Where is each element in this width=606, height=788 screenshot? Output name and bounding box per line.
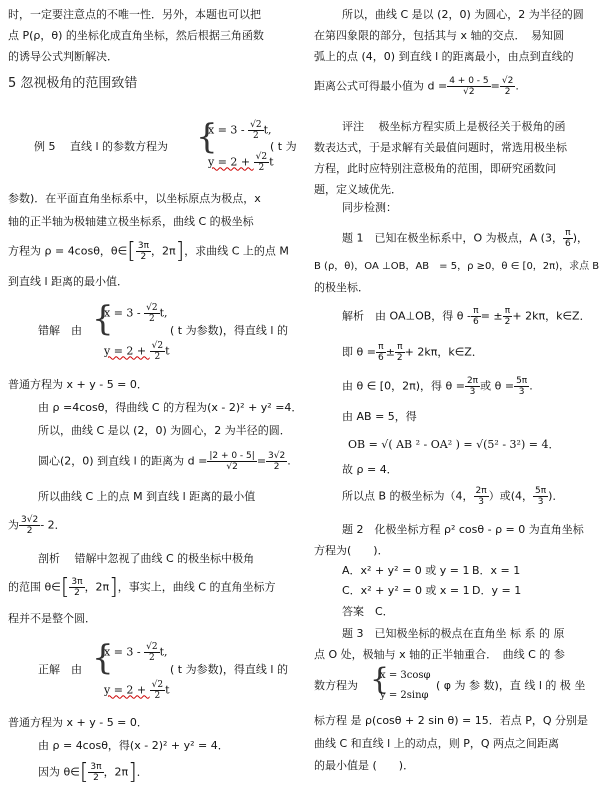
text-line: 的范围 θ∈[ $\frac{3\pi}{2}$ ，2π]，事实上，曲线 C 的直角坐标方 bbox=[8, 575, 276, 600]
text-line: 距离公式可得最小值为 d = $\frac{4 + 0 - 5}{√2}$ = $\frac{√2}{2}$ . bbox=[314, 76, 519, 97]
text-line: 在第四象限的部分，包括其与 x 轴的交点． 易知圆 bbox=[314, 29, 565, 42]
equation-y: y = 2 + $\frac{√2}{2}$ t bbox=[104, 341, 170, 362]
section-title: 5 忽视极角的范围致错 bbox=[8, 76, 138, 91]
text-line: 评注 极坐标方程实质上是极径关于极角的函 bbox=[342, 120, 566, 133]
equation-x: x = 3cosφ bbox=[380, 670, 431, 681]
text-line: 点 O 处，极轴与 x 轴的正半轴重合． 曲线 C 的 参 bbox=[314, 648, 565, 661]
text-line: 由 θ ∈ [0，2π)，得 θ = $\frac{2\pi}{3}$ 或 θ = $\frac{5\pi}{3}$ . bbox=[342, 376, 533, 397]
text-line: 题 1 已知在极坐标系中，O 为极点，A (3， $\frac{\pi}{6}$ )， bbox=[342, 228, 588, 249]
text-line: 时，一定要注意点的不唯一性．另外，本题也可以把 bbox=[8, 8, 261, 21]
answer: 答案 C． bbox=[342, 605, 394, 618]
wrong-label: 错解 由 bbox=[38, 324, 82, 337]
text-line: ( φ 为 参 数)，直 线 l 的 极 坐 bbox=[436, 679, 586, 692]
text-line: 弧上的点 (4，0) 到直线 l 的距离最小，由点到直线的 bbox=[314, 50, 574, 63]
text-line: 参数)．在平面直角坐标系中，以坐标原点为极点，x bbox=[8, 192, 261, 205]
text-line: 方程为( )． bbox=[314, 544, 389, 557]
text-line: 即 θ = $\frac{\pi}{6}$ ± $\frac{\pi}{2}$ + 2kπ，k∈Z． bbox=[342, 342, 483, 363]
text-line: 的诱导公式判断解决． bbox=[8, 50, 118, 63]
text-line: 轴的正半轴为极轴建立极坐标系，曲线 C 的极坐标 bbox=[8, 215, 254, 228]
text-line: 所以点 B 的极坐标为（4， $\frac{2\pi}{3}$ ）或(4， $\frac{5\pi}{3}$ )． bbox=[342, 486, 564, 507]
brace: { bbox=[370, 662, 390, 697]
text-line: 标方程 是 ρ(cosθ + 2 sin θ) = 15．若点 P，Q 分别是 bbox=[314, 714, 588, 727]
text-line: 程并不是整个圆． bbox=[8, 612, 96, 625]
text-line: 的最小值是 ( )． bbox=[314, 759, 415, 772]
text-line: 题 3 已知极坐标的极点在直角坐 标 系 的 原 bbox=[342, 627, 565, 640]
text-line: 到直线 l 距离的最小值． bbox=[8, 275, 129, 288]
correct-label: 正解 由 bbox=[38, 663, 82, 676]
text-line: B (ρ，θ)，OA ⊥OB，AB = 5，ρ ≥0，θ ∈ [0，2π)，求点 B bbox=[314, 261, 600, 272]
text-line: 所以，曲线 C 是以 (2，0) 为圆心，2 为半径的圆． bbox=[38, 424, 291, 437]
brace: { bbox=[196, 117, 218, 157]
text-line: 由 ρ = 4cosθ，得(x - 2)² + y² = 4． bbox=[38, 739, 229, 752]
text-line: 的极坐标． bbox=[314, 281, 369, 294]
option-b: B．x = 1 bbox=[472, 564, 521, 577]
text-line: 方程，此时应特别注意极角的范围，即研究函数问 bbox=[314, 162, 556, 175]
text-line: 普通方程为 x + y - 5 = 0． bbox=[8, 716, 148, 729]
option-c: C．x² + y² = 0 或 x = 1 bbox=[342, 584, 470, 597]
text-line: 由 ρ =4cosθ，得曲线 C 的方程为(x - 2)² + y² =4． bbox=[38, 401, 303, 414]
text-line: 点 P(ρ，θ) 的坐标化成直角坐标，然后根据三角函数 bbox=[8, 29, 264, 42]
brace: { bbox=[92, 638, 114, 678]
example-label: 例 5 直线 l 的参数方程为 bbox=[34, 140, 169, 153]
equation-y: y = 2 + $\frac{√2}{2}$ t bbox=[208, 152, 274, 173]
equation-y: y = 2 + $\frac{√2}{2}$ t bbox=[104, 680, 170, 701]
param-note: ( t 为 bbox=[270, 140, 297, 153]
text-line: OB = √( AB ² - OA² ) = √(5² - 3²) = 4． bbox=[348, 438, 560, 451]
text-line: 圆心(2，0) 到直线 l 的距离为 d = $\frac{|2 + 0 - 5|}{√2}$ = $\frac{3√2}{2}$ . bbox=[38, 451, 291, 472]
text-line: 由 AB = 5，得 bbox=[342, 410, 417, 423]
text-line: ( t 为参数)，得直线 l 的 bbox=[170, 324, 288, 337]
text-line: 题，定义域优先． bbox=[314, 183, 402, 196]
text-line: 剖析 错解中忽视了曲线 C 的极坐标中极角 bbox=[38, 552, 255, 565]
text-line: ( t 为参数)，得直线 l 的 bbox=[170, 663, 288, 676]
text-line: 题 2 化极坐标方程 ρ² cosθ - ρ = 0 为直角坐标 bbox=[342, 523, 584, 536]
equation-x: x = 3 - $\frac{√2}{2}$ t, bbox=[104, 642, 168, 663]
text-line: 曲线 C 和直线 l 上的动点，则 P，Q 两点之间距离 bbox=[314, 737, 560, 750]
text-line: 方程为 ρ = 4cosθ，θ∈[ $\frac{3\pi}{2}$ ，2π]，求曲线 C 上的点 M bbox=[8, 239, 289, 264]
option-a: A．x² + y² = 0 或 y = 1 bbox=[342, 564, 470, 577]
text-line: 所以曲线 C 上的点 M 到直线 l 距离的最小值 bbox=[38, 490, 256, 503]
text-line: 解析 由 OA⊥OB，得 θ - $\frac{\pi}{6}$ = ± $\frac{\pi}{2}$ + 2kπ，k∈Z． bbox=[342, 306, 591, 327]
text-line: 为 $\frac{3√2}{2}$ - 2． bbox=[8, 515, 66, 536]
text-line: 因为 θ∈[ $\frac{3\pi}{2}$ ，2π]． bbox=[38, 760, 148, 785]
equation-x: x = 3 - $\frac{√2}{2}$ t, bbox=[104, 303, 168, 324]
brace: { bbox=[92, 299, 114, 339]
option-d: D．y = 1 bbox=[472, 584, 522, 597]
text-line: 普通方程为 x + y - 5 = 0． bbox=[8, 378, 148, 391]
text-line: 数表达式，于是求解有关最值问题时，常选用极坐标 bbox=[314, 141, 567, 154]
text-line: 所以，曲线 C 是以 (2，0) 为圆心，2 为半径的圆 bbox=[342, 8, 584, 21]
equation-x: x = 3 - $\frac{√2}{2}$ t, bbox=[208, 120, 272, 141]
text-line: 数方程为 bbox=[314, 679, 358, 692]
equation-y: y = 2sinφ bbox=[380, 690, 429, 701]
sync-heading: 同步检测： bbox=[342, 201, 397, 214]
text-line: 故 ρ = 4． bbox=[342, 463, 398, 476]
